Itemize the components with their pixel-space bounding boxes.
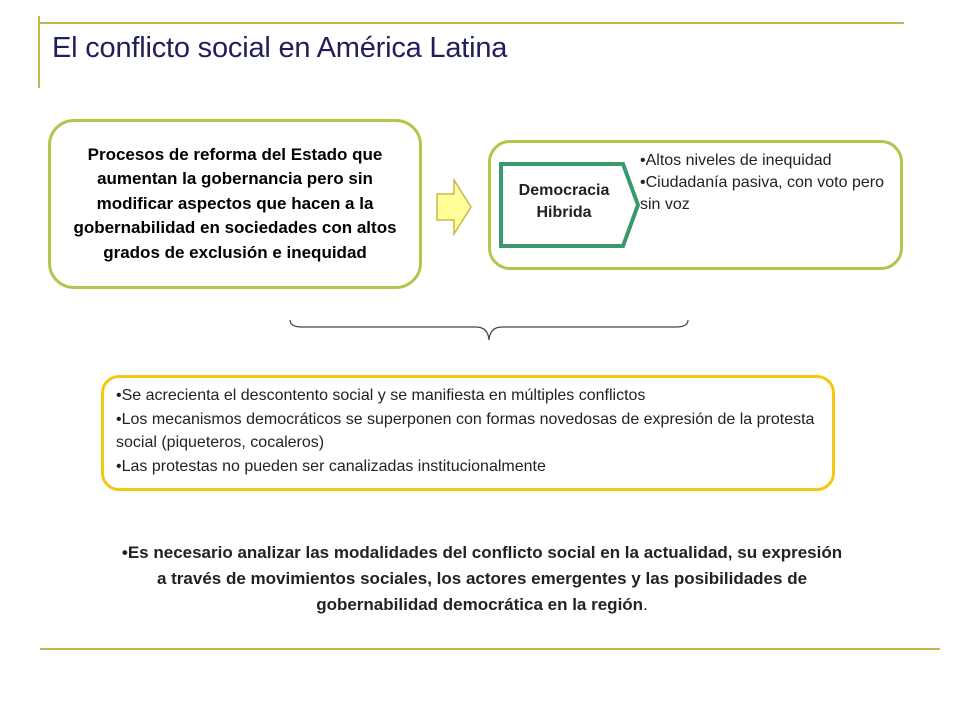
reform-process-box — [48, 119, 422, 289]
democracy-bullet: •Altos niveles de inequidad — [640, 152, 832, 169]
democracy-bullet: •Ciudadanía pasiva, con voto pero sin voz — [640, 174, 884, 213]
hybrid-democracy-label — [502, 180, 626, 224]
hybrid-democracy-label-line1: Democracia — [518, 182, 610, 199]
conflict-bullet: •Las protestas no pueden ser canalizadas institucionalmente — [116, 457, 546, 475]
hybrid-democracy-label-line2: Hibrida — [536, 204, 592, 221]
slide-title: El conflicto social en América Latina — [52, 32, 508, 64]
reform-process-text: Procesos de reforma del Estado que aumentan la gobernancia pero sin modificar aspectos que hacen a la gobernabilidad en sociedades con altos grados de exclusión e inequidad — [73, 144, 397, 262]
conflict-bullet: •Los mecanismos democráticos se superponen con formas novedosas de expresión de la protesta social (piqueteros, cocaleros) — [116, 410, 815, 451]
social-conflict-box — [101, 375, 835, 491]
conflict-bullet: •Se acrecienta el descontento social y se manifiesta en múltiples conflictos — [116, 387, 646, 404]
left-accent-rule — [38, 16, 40, 88]
conclusion-text: •Es necesario analizar las modalidades del conflicto social en la actualidad, su expresión a través de movimientos sociales, los actores emergentes y las posibilidades de gobernabilidad democrática en la región — [121, 543, 843, 614]
conclusion-period: . — [643, 595, 648, 614]
grouping-brace — [288, 318, 690, 344]
right-arrow-icon — [436, 178, 472, 236]
top-accent-rule — [40, 22, 904, 24]
bottom-accent-rule — [40, 648, 940, 650]
conclusion-paragraph — [118, 540, 846, 618]
democracy-bullet-list — [640, 150, 904, 216]
